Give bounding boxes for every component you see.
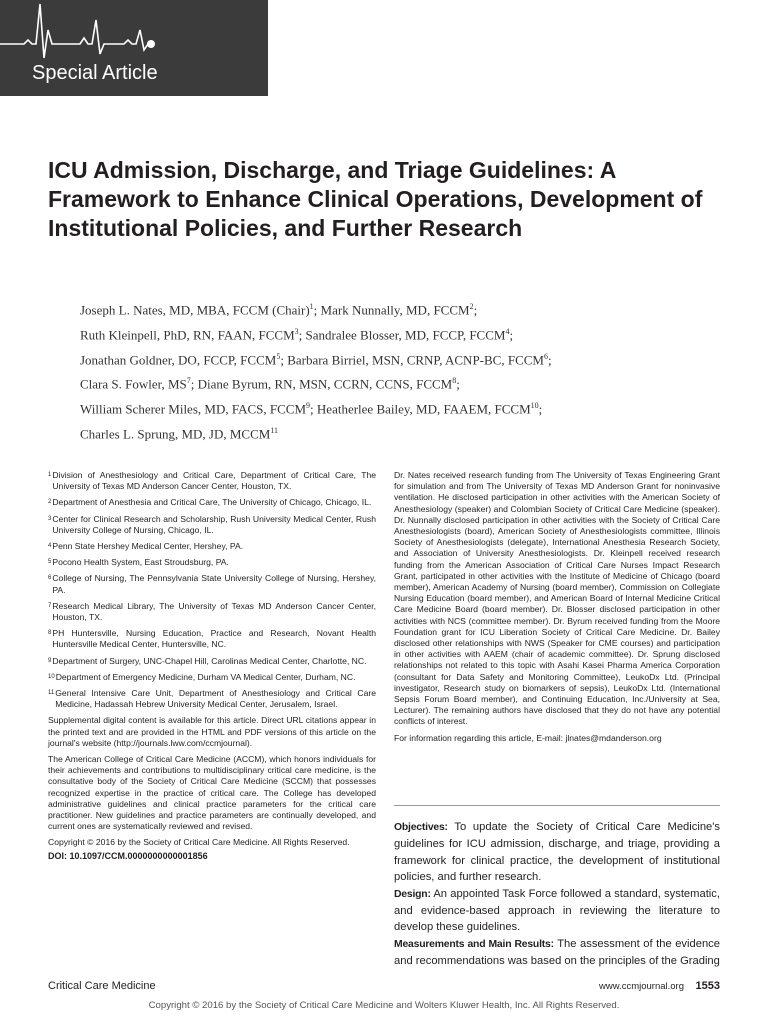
author-name: Sandralee Blosser, MD, FCCP, FCCM [305,327,506,343]
author-line [80,321,740,346]
author-name: Ruth Kleinpell, PhD, RN, FAAN, FCCM [80,327,295,343]
abstract-measurements [394,936,720,970]
disclosure-note: Dr. Nates received research funding from The University of Texas Engineering Grant for simulation and from The University of Texas MD Anderson Grant for noninvasive ventilation. He disclosed participation in other activities with the American Society of Anesthesiology (speaker) and Colombian Society of Critical Care Medicine (speaker). Dr. Nunnally disclosed participation in other activities with the Society of Critical Care Anesthesiologists (board), American Society of Anesthesiologists committee, Illinois Society of Anesthesiologists (delegate), International Anesthesia Research Society, and Association of University Anesthesiologists. Dr. Kleinpell received research funding from the American Association of Critical Care Nurses Impact Research Grant, participated in other activities with the Institute of Medicine of Chicago (board member), American Academy of Nursing (board member), Commission on Collegiate Nursing Education (board member), and American Board of Internal Medicine Critical Care Medicine Board (board member). Dr. Blosser disclosed participation in other activities with NCS (committee member). Dr. Byrum received funding from the Moore Foundation grant for ICU Liberation Society of Critical Care Medicine. Dr. Bailey disclosed other relationships with NWS (Speaker for CME courses) and participation in other activities with AAEM (chair of academic committee). Dr. Sprung disclosed relationships not related to this topic with Asahi Kasei Pharma America Corporation (consultant for Data Safety and Monitoring Committee), LeukoDx Ltd. (Principal investigator, Research study on biomarkers of sepsis), LeukoDx Ltd. (International Sepsis Forum Board member), and Continuing Education, Inc./University at Sea, Lecturer). The remaining authors have disclosed that they do not have any potential conflicts of interest. [394,470,720,727]
abstract-objectives [394,819,720,886]
author-affiliation-ref: 3 [294,326,299,336]
affiliation-item [48,573,376,595]
affiliation-number: 9 [48,657,52,664]
right-column [394,470,720,749]
affiliation-list [48,470,376,710]
affiliation-item [48,557,376,568]
author-separator: ; [473,302,478,318]
abstract [394,819,720,970]
objectives-label: Objectives: [394,822,448,833]
affiliation-item [48,628,376,650]
objectives-text: To update the Society of Critical Care Medicine's guidelines for ICU admission, discharge, and triage, providing a framework for clinical practice, the development of institutional policies, and further research. [394,821,720,884]
affiliation-number: 4 [48,543,52,550]
affiliation-text: Department of Anesthesia and Critical Care, The University of Chicago, Chicago, IL. [52,497,372,508]
author-separator: ; [313,302,321,318]
author-separator: ; [547,351,552,367]
author-affiliation-ref: 4 [505,326,510,336]
affiliation-number: 10 [48,673,55,680]
author-line [80,395,740,420]
affiliation-text: College of Nursing, The Pennsylvania State University College of Nursing, Hershey, PA. [52,573,376,595]
abstract-design [394,886,720,936]
author-affiliation-ref: 10 [530,401,539,411]
accm-note: The American College of Critical Care Medicine (ACCM), which honors individuals for their achievements and contributions to multidisciplinary critical care medicine, is the consultative body of the Society of Critical Care Medicine (SCCM) that possesses recognized expertise in the practice of critical care. The College has developed administrative guidelines and clinical practice parameters for the critical care practitioner. New guidelines and practice parameters are continually developed, and current ones are systematically reviewed and revised. [48,754,376,832]
author-line [80,420,740,445]
author-affiliation-ref: 9 [306,401,311,411]
author-affiliation-ref: 6 [543,351,548,361]
supplemental-note: Supplemental digital content is available for this article. Direct URL citations appear in the printed text and are provided in the HTML and PDF versions of this article on the journal's website (http://journals.lww.com/ccmjournal). [48,715,376,748]
affiliation-item [48,470,376,492]
contact-note: For information regarding this article, E-mail: jlnates@mdanderson.org [394,732,662,743]
author-line [80,346,740,371]
affiliation-item [48,514,376,536]
author-affiliation-ref: 7 [186,376,191,386]
affiliation-number: 11 [48,690,55,697]
affiliation-text: PH Huntersville, Nursing Education, Practice and Research, Novant Health Huntersville Medical Center, Huntersville, NC. [52,628,376,650]
author-separator: ; [538,401,543,417]
author-list [80,296,740,445]
author-affiliation-ref: 1 [309,302,314,311]
author-name: Mark Nunnally, MD, FCCM [320,302,470,318]
affiliation-text: Department of Emergency Medicine, Durham VA Medical Center, Durham, NC. [55,671,356,682]
affiliation-number: 3 [48,515,52,522]
author-separator: ; [280,351,288,367]
affiliation-text: Research Medical Library, The University of Texas MD Anderson Cancer Center, Houston, TX. [52,600,376,623]
journal-website: www.ccmjournal.org [599,981,684,992]
author-line [80,370,740,395]
affiliation-text: Department of Surgery, UNC-Chapel Hill, Carolinas Medical Center, Charlotte, NC. [52,655,367,666]
affiliation-text: General Intensive Care Unit, Department of Anesthesiology and Critical Care Medicine, Hadassah Hebrew University Medical Center, Jerusalem, Israel. [55,688,376,710]
affiliation-item [48,672,376,683]
author-line [80,296,740,321]
author-separator: ; [298,327,306,343]
footer-copyright: Copyright © 2016 by the Society of Critical Care Medicine and Wolters Kluwer Health, Inc. All Rights Reserved. [148,1000,620,1011]
section-banner [0,0,268,96]
affiliation-item [48,601,376,623]
doi: DOI: 10.1097/CCM.0000000000001856 [48,850,208,861]
page-number: 1553 [695,980,720,992]
affiliation-number: 8 [48,630,52,637]
affiliation-number: 2 [48,499,52,506]
affiliation-item [48,497,376,508]
author-affiliation-ref: 5 [276,351,281,361]
design-text: An appointed Task Force followed a standard, systematic, and evidence-based approach in reviewing the literature to develop these guidelines. [394,887,720,934]
author-name: Joseph L. Nates, MD, MBA, FCCM (Chair) [80,302,310,318]
copyright-note: Copyright © 2016 by the Society of Critical Care Medicine. All Rights Reserved. [48,837,350,848]
measurements-label: Measurements and Main Results: [394,938,554,950]
author-name: Barbara Birriel, MSN, CRNP, ACNP-BC, FCCM [287,351,544,367]
measurements-text: The assessment of the evidence and recommendations was based on the principles of the Grading [394,937,720,968]
affiliation-number: 7 [48,602,52,609]
author-separator: ; [310,401,317,417]
author-affiliation-ref: 8 [452,376,457,386]
left-column [48,470,376,862]
author-name: Charles L. Sprung, MD, JD, MCCM [80,426,271,442]
affiliation-text: Division of Anesthesiology and Critical Care, Department of Critical Care, The University of Texas MD Anderson Cancer Center, Houston, TX. [52,470,376,492]
author-name: Heatherlee Bailey, MD, FAAEM, FCCM [316,401,531,417]
section-label: Special Article [32,62,158,84]
affiliation-number: 5 [48,559,52,566]
author-name: Clara S. Fowler, MS [80,376,187,392]
design-label: Design: [394,888,431,900]
author-name: William Scherer Miles, MD, FACS, FCCM [80,401,307,417]
author-separator: ; [190,376,198,392]
affiliation-item [48,656,376,667]
author-affiliation-ref: 11 [270,426,279,436]
affiliation-number: 6 [48,575,52,582]
affiliation-text: Penn State Hershey Medical Center, Hershey, PA. [52,541,244,552]
author-affiliation-ref: 2 [469,302,474,311]
author-separator: ; [456,376,460,392]
affiliation-text: Pocono Health System, East Stroudsburg, PA. [52,557,229,568]
author-separator: ; [509,327,514,343]
affiliation-item [48,541,376,552]
affiliation-item [48,688,376,710]
author-name: Jonathan Goldner, DO, FCCP, FCCM [80,351,277,367]
abstract-divider [394,805,720,806]
journal-name: Critical Care Medicine [48,980,156,992]
article-title: ICU Admission, Discharge, and Triage Guidelines: A Framework to Enhance Clinical Operations, Development of Institutional Policies, and Further Research [48,157,703,241]
affiliation-number: 1 [48,472,52,478]
affiliation-text: Center for Clinical Research and Scholarship, Rush University Medical Center, Rush University College of Nursing, Chicago, IL. [52,513,376,535]
author-name: Diane Byrum, RN, MSN, CCRN, CCNS, FCCM [197,376,453,392]
